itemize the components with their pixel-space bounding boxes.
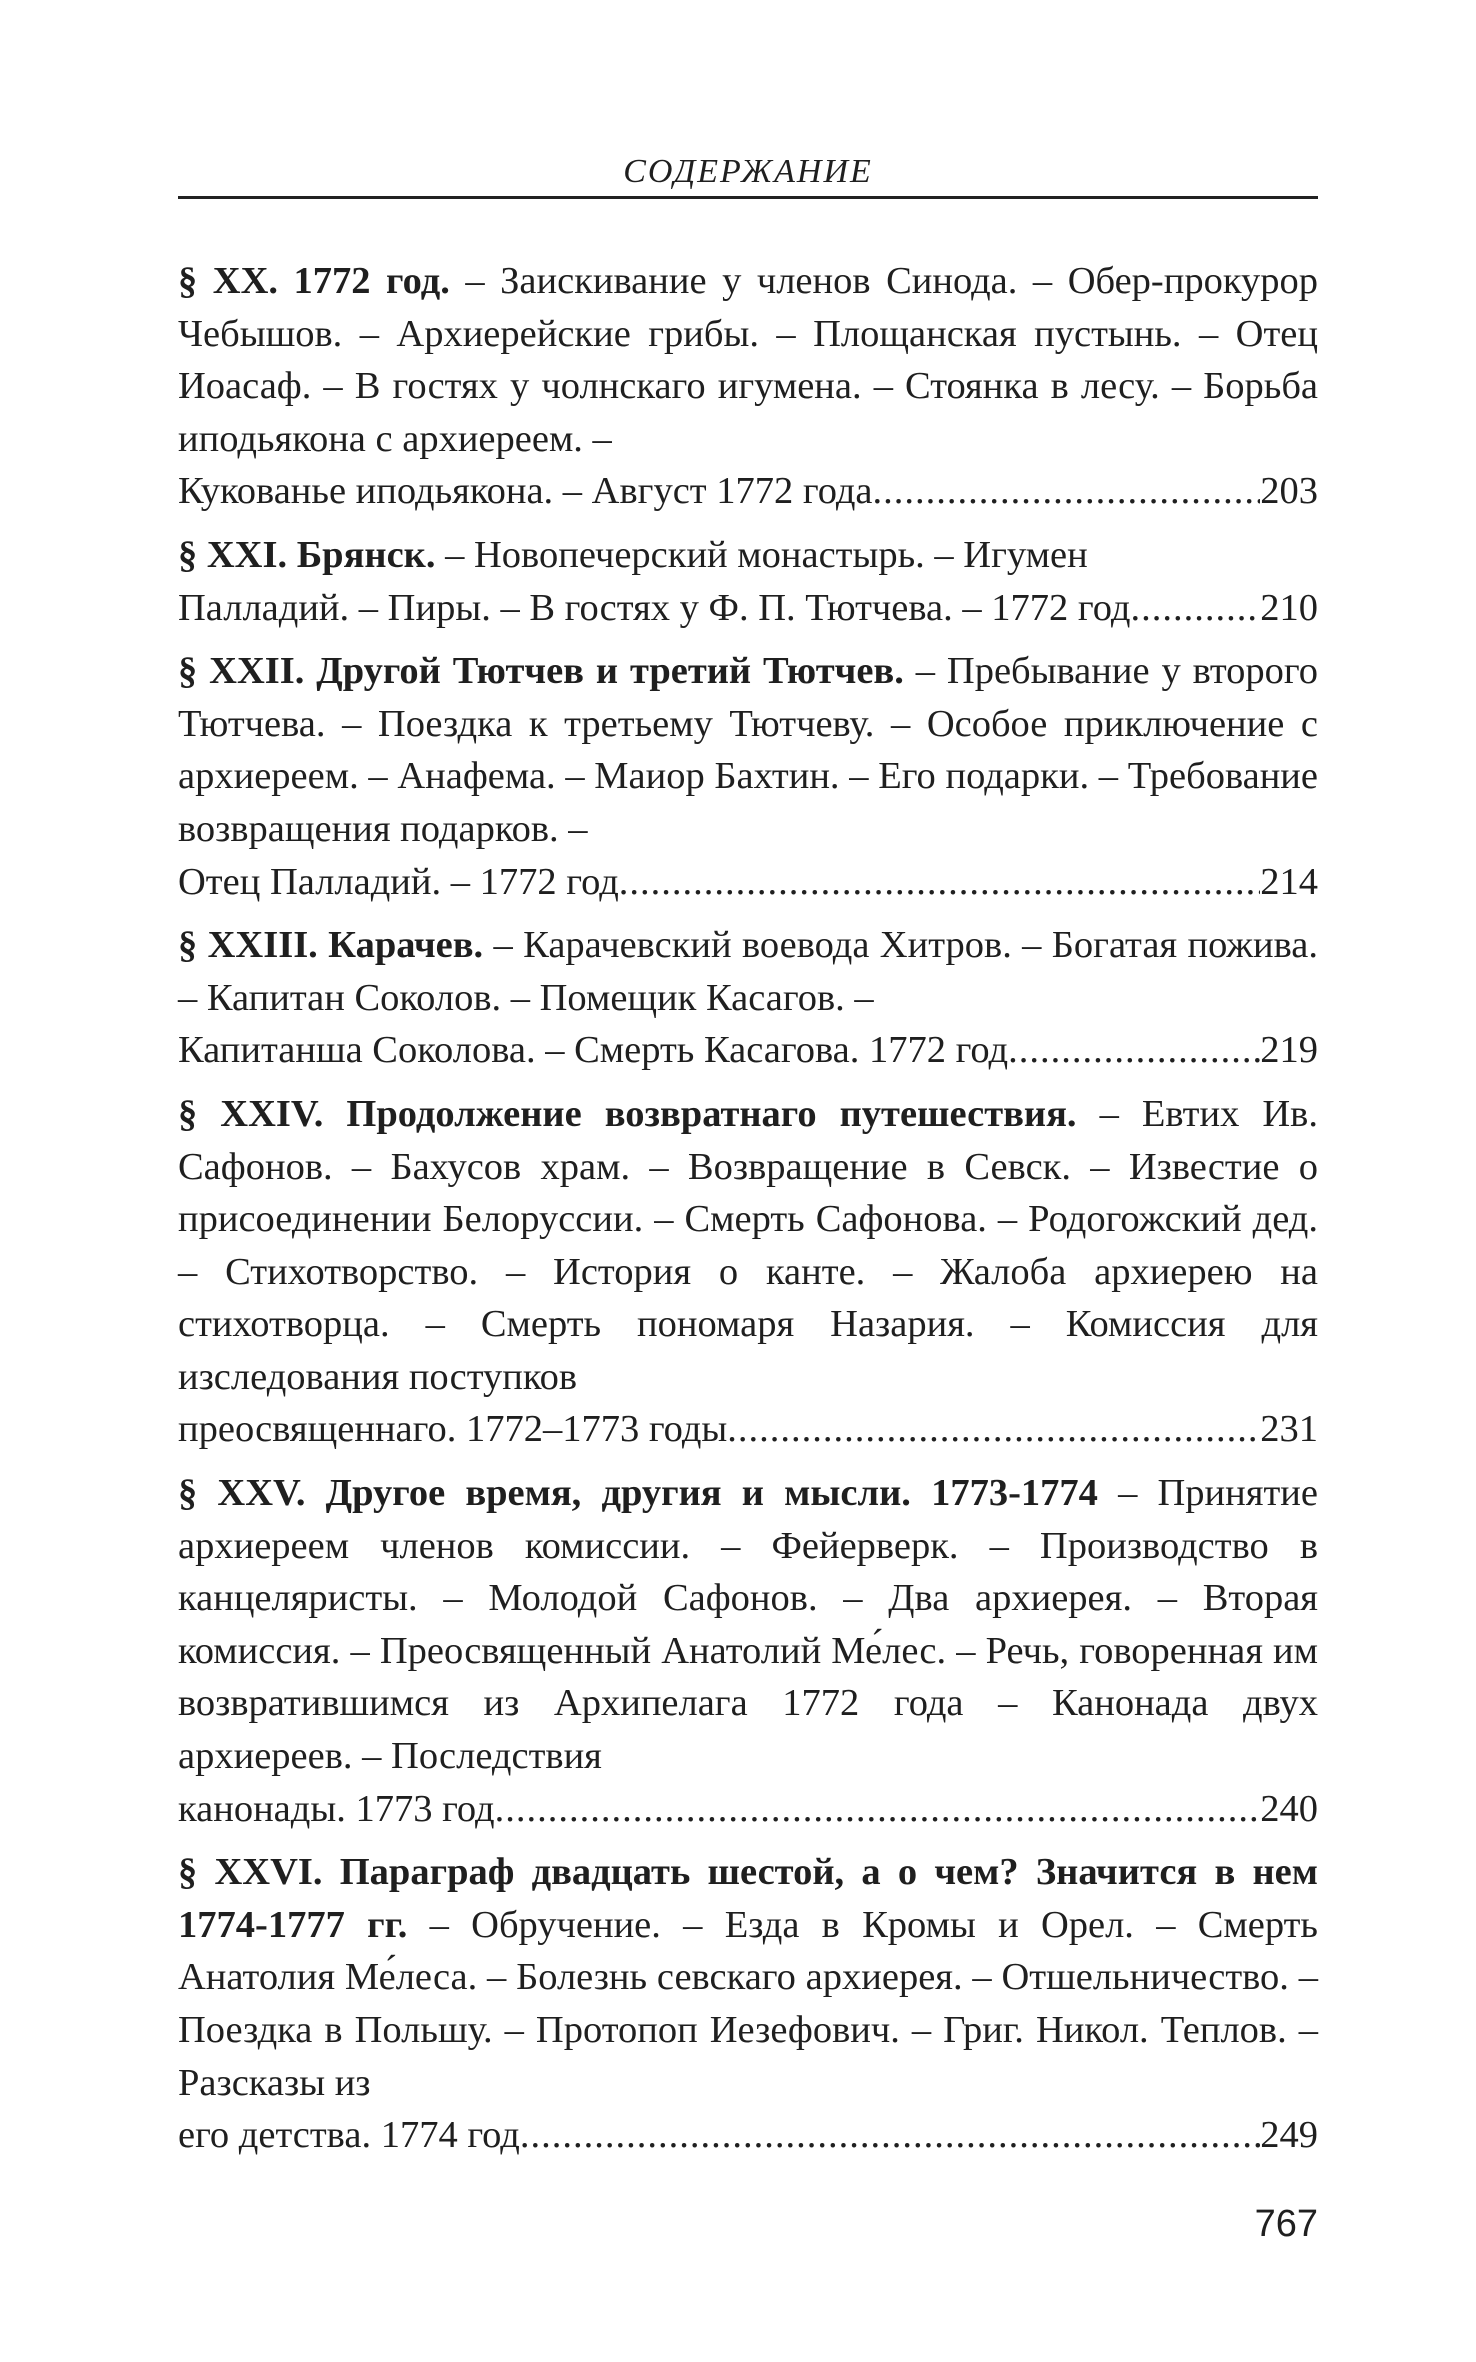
toc-entry-description: – Принятие архиереем членов комиссии. – Фейерверк. – Производство в канцеляристы. – Молодой Сафонов. – Два архиерея. – Вторая комиссия. – Преосвященный Анатолий Ме́лес. – Речь, говоренная им возвратившимся из Архипелага 1772 года – Канонада двух архиереев. – Последствия [178, 1472, 1318, 1778]
toc-entry-description: – Новопечерский монастырь. – Игумен [435, 533, 1088, 576]
toc-entry-heading: § XXV. Другое время, другия и мысли. 1773-1774 [178, 1472, 1098, 1515]
dot-leader [873, 465, 1261, 518]
toc-entry-xxii [178, 645, 1318, 908]
page-number: 767 [1254, 2203, 1318, 2245]
toc-entry-tail: Палладий. – Пиры. – В гостях у Ф. П. Тютчева. – 1772 год [178, 586, 1131, 629]
toc-entry-description: – Карачевский воевода Хитров. – Богатая пожива. – Капитан Соколов. – Помещик Касагов. – [178, 924, 1318, 1019]
toc-entry-tail: его детства. 1774 год [178, 2114, 520, 2157]
toc-entry-last-line [178, 465, 1318, 518]
toc-entry-last-line [178, 582, 1318, 635]
dot-leader [727, 1403, 1260, 1456]
toc-entry-description: – Заискивание у членов Синода. – Обер-прокурор Чебышов. – Архиерейские грибы. – Площанская пустынь. – Отец Иоасаф. – В гостях у чолнскаго игумена. – Стоянка в лесу. – Борьба иподьякона с архиереем. – [178, 260, 1319, 460]
running-header-title: СОДЕРЖАНИЕ [623, 153, 873, 190]
table-of-contents [178, 255, 1318, 2173]
toc-entry-page: 214 [1260, 860, 1318, 903]
toc-entry-heading: § XXII. Другой Тютчев и третий Тютчев. [178, 650, 904, 693]
toc-entry-last-line [178, 1783, 1318, 1836]
toc-entry-xxiv [178, 1088, 1318, 1456]
toc-entry-page: 249 [1260, 2114, 1318, 2157]
toc-entry-last-line [178, 856, 1318, 909]
toc-entry-xx [178, 255, 1318, 518]
toc-entry-page: 210 [1260, 586, 1318, 629]
dot-leader [520, 2109, 1260, 2162]
toc-entry-xxvi [178, 1846, 1318, 2162]
toc-entry-heading: § XXIV. Продолжение возвратнаго путешествия. [178, 1092, 1077, 1135]
toc-entry-heading: § XX. 1772 год. [178, 260, 450, 302]
toc-entry-xxiii [178, 919, 1318, 1077]
toc-entry-heading: § XXVI. Параграф двадцать шестой, а о чем? Значится в нем 1774-1777 гг. [178, 1851, 1318, 1946]
toc-entry-xxv [178, 1467, 1318, 1835]
dot-leader [619, 856, 1260, 909]
toc-entry-last-line [178, 1024, 1318, 1077]
toc-entry-tail: Капитанша Соколова. – Смерть Касагова. 1772 год [178, 1029, 1009, 1072]
toc-entry-page: 240 [1260, 1787, 1318, 1830]
toc-entry-page: 231 [1260, 1408, 1318, 1451]
toc-entry-description: – Обручение. – Езда в Кромы и Орел. – Смерть Анатолия Ме́леса. – Болезнь севскаго архиерея. – Отшельничество. – Поездка в Польшу. – Протопоп Иезефович. – Григ. Никол. Теплов. – Разсказы из [178, 1903, 1318, 2104]
dot-leader [495, 1783, 1261, 1836]
dot-leader [1130, 582, 1260, 635]
toc-entry-heading: § XXIII. Карачев. [178, 924, 484, 967]
dot-leader [1008, 1024, 1260, 1077]
toc-entry-tail: Кукованье иподьякона. – Август 1772 года [178, 470, 873, 513]
toc-entry-heading: § XXI. Брянск. [178, 533, 436, 576]
toc-entry-description: – Пребывание у второго Тютчева. – Поездка к третьему Тютчеву. – Особое приключение с архиереем. – Анафема. – Маиор Бахтин. – Его подарки. – Требование возвращения подарков. – [178, 650, 1318, 850]
toc-entry-page: 203 [1260, 470, 1318, 513]
toc-entry-last-line [178, 1403, 1318, 1456]
toc-entry-last-line [178, 2109, 1318, 2162]
toc-entry-page: 219 [1260, 1029, 1318, 1072]
toc-entry-xxi [178, 529, 1318, 634]
toc-entry-tail: канонады. 1773 год [178, 1787, 495, 1830]
header-rule [178, 196, 1318, 199]
toc-entry-tail: преосвященнаго. 1772–1773 годы [178, 1408, 728, 1451]
toc-entry-description: – Евтих Ив. Сафонов. – Бахусов храм. – Возвращение в Севск. – Известие о присоединении Белоруссии. – Смерть Сафонова. – Родогожский дед. – Стихотворство. – История о канте. – Жалоба архиерею на стихотворца. – Смерть пономаря Назария. – Комиссия для изследования поступков [178, 1092, 1318, 1398]
running-header [178, 152, 1318, 192]
toc-entry-tail: Отец Палладий. – 1772 год [178, 860, 619, 903]
